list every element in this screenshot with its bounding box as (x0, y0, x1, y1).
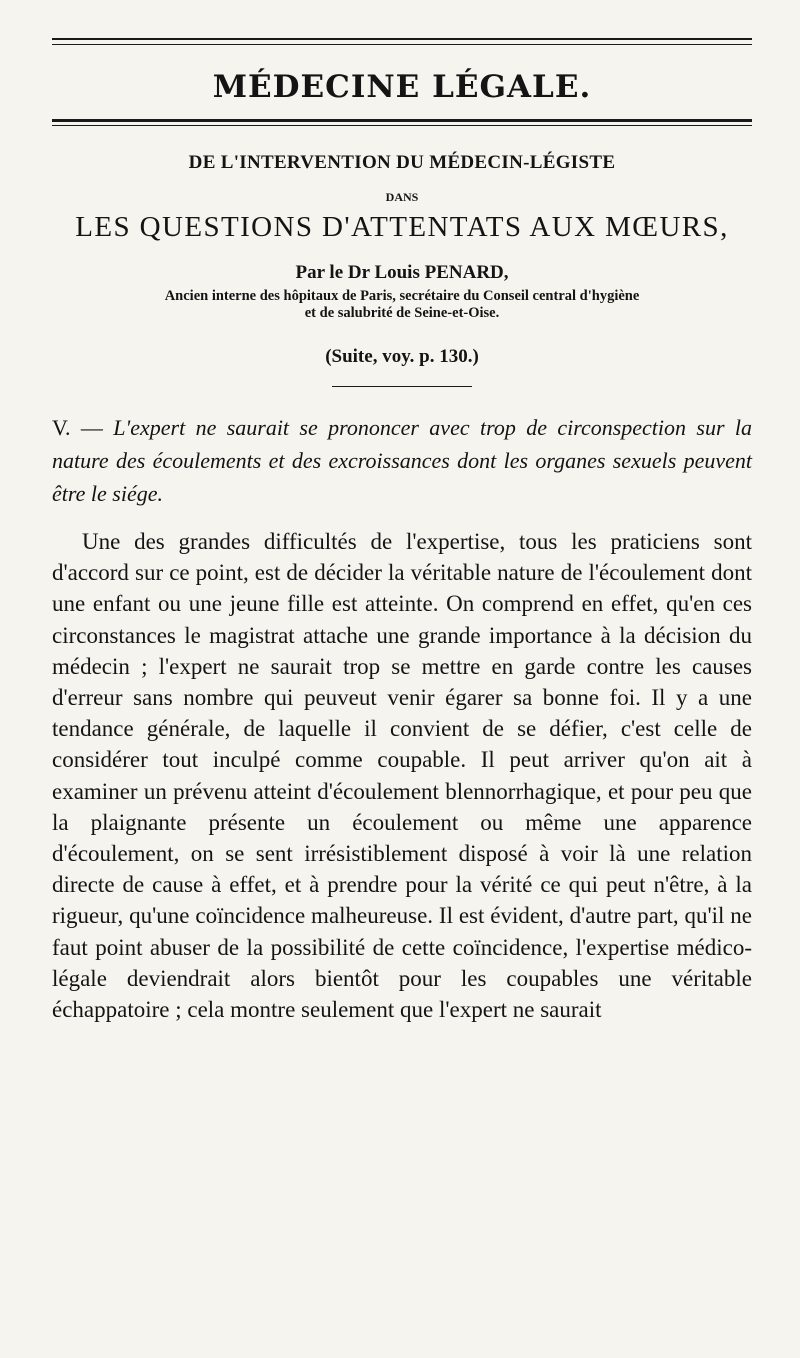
body-paragraph: Une des grandes difficultés de l'expertise, tous les praticiens sont d'accord sur ce point, est de décider la véritable nature de l'écoulement dont une enfant ou une jeune fille est atteinte. On comprend en effet, qu'en ces circonstances le magistrat attache une grande importance à la décision du médecin ; l'expert ne saurait trop se mettre en garde contre les causes d'erreur sans nombre qui peuveut venir égarer sa bonne foi. Il y a une tendance générale, de laquelle il convient de se défier, c'est celle de considérer tout inculpé comme coupable. Il peut arriver qu'on ait à examiner un prévenu atteint d'écoulement blennorrhagique, et pour peu que la plaignante présente un écoulement ou même une apparence d'écoulement, on se sent irrésistiblement disposé à voir là une relation directe de cause à effet, et à prendre pour la vérité ce qui peut n'être, à la rigueur, qu'une coïncidence malheureuse. Il est évident, d'autre part, qu'il ne faut point abuser de la possibilité de cette coïncidence, l'expertise médico-légale deviendrait alors bientôt pour les coupables une véritable échappatoire ; cela montre seulement que l'expert ne saurait (52, 529, 752, 1023)
separator-rule (332, 386, 472, 387)
section-rule (52, 119, 752, 126)
author-affiliation (52, 288, 752, 322)
section-title: MÉDECINE LÉGALE. (212, 69, 592, 105)
article-title: LES QUESTIONS D'ATTENTATS AUX MŒURS, (75, 211, 729, 243)
body-text (52, 526, 752, 1025)
affiliation-line-1: Ancien interne des hôpitaux de Paris, secrétaire du Conseil central d'hygiène (164, 288, 640, 304)
chapter-heading-text: L'expert ne saurait se prononcer avec trop de circonspection sur la nature des écoulements et des excroissances dont les organes sexuels peuvent être le siége. (52, 415, 752, 506)
article-author: Par le Dr Louis PENARD, (295, 262, 509, 283)
continuation-note: (Suite, voy. p. 130.) (325, 346, 479, 367)
top-rule (52, 38, 752, 45)
affiliation-line-2: et de salubrité de Seine-et-Oise. (304, 305, 500, 321)
page-content (52, 38, 752, 1025)
chapter-number: V. — (52, 415, 103, 440)
article-connector: DANS (385, 190, 419, 204)
article-subtitle: DE L'INTERVENTION DU MÉDECIN-LÉGISTE (188, 152, 616, 173)
chapter-heading (52, 411, 752, 510)
